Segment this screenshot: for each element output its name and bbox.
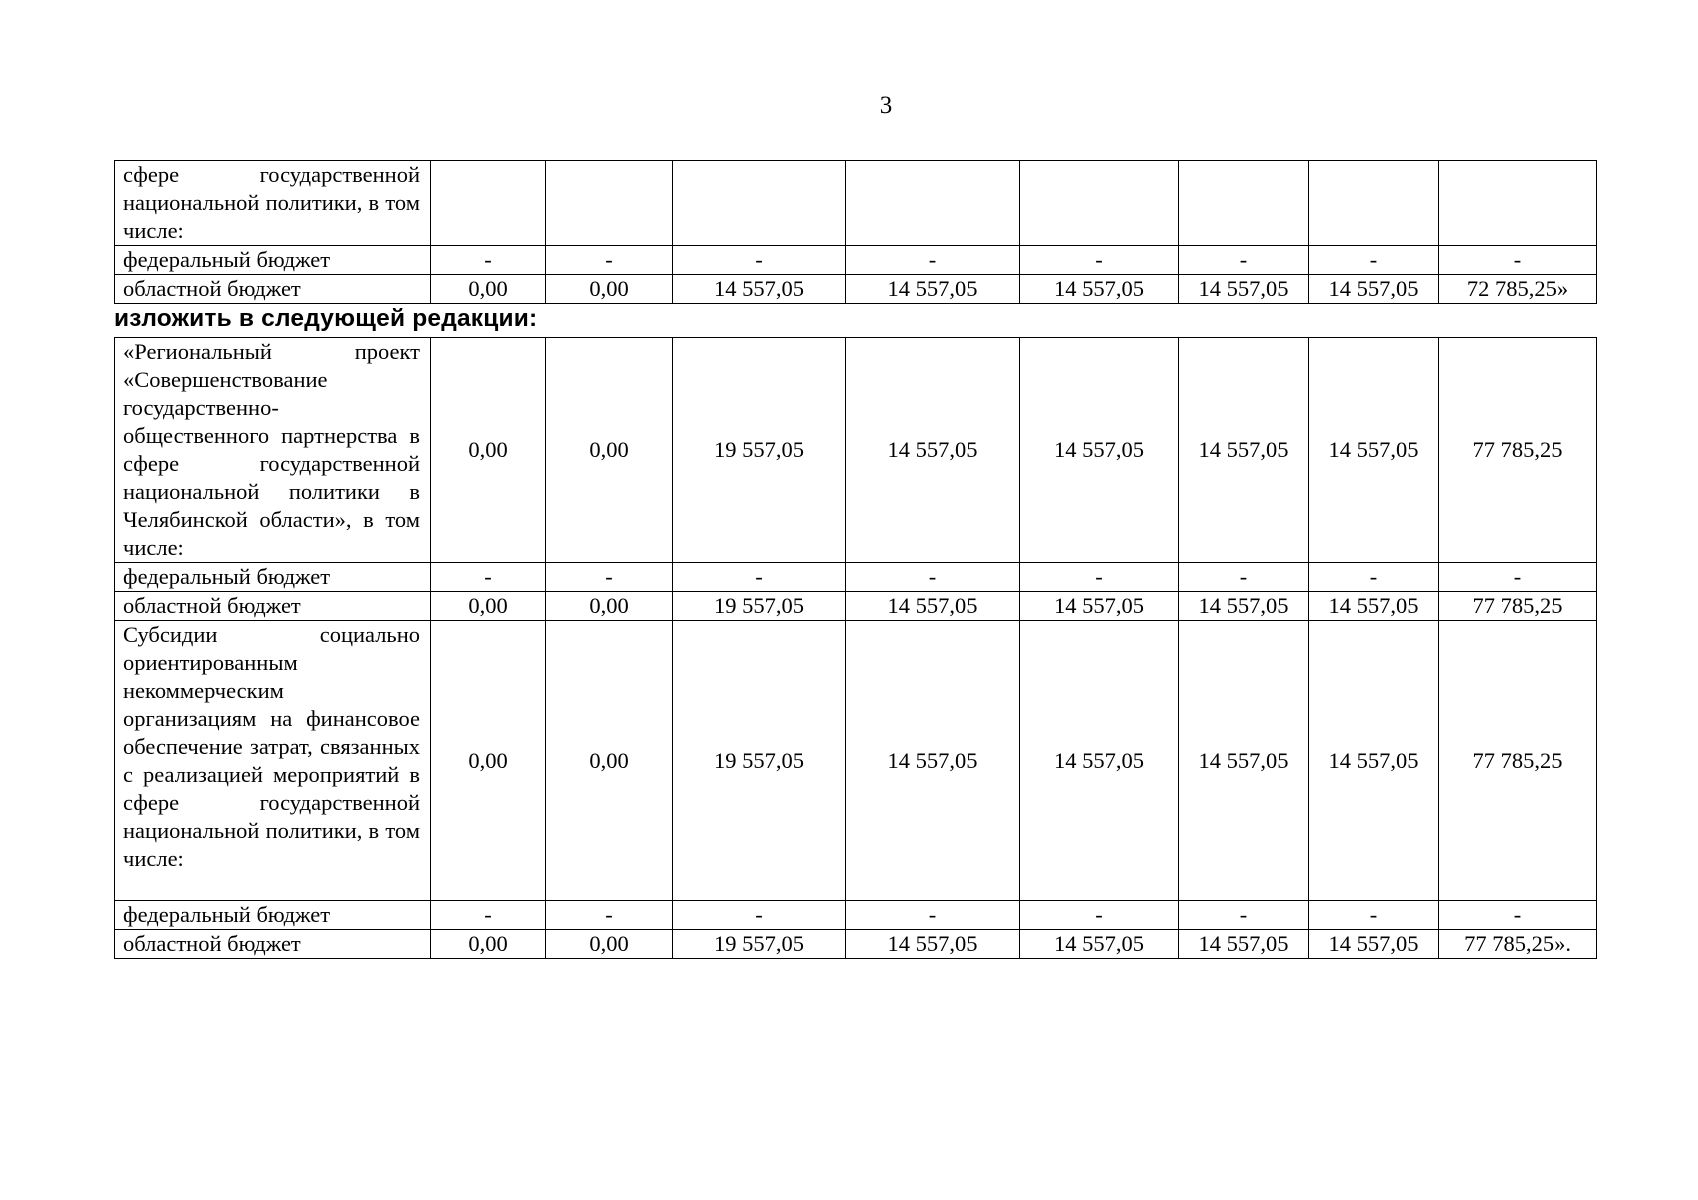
value-cell: - bbox=[1309, 563, 1439, 592]
value-cell bbox=[673, 161, 846, 246]
value-cell: 19 557,05 bbox=[673, 592, 846, 621]
value-cell: 0,00 bbox=[431, 592, 546, 621]
value-cell: 0,00 bbox=[546, 275, 673, 304]
row-label: областной бюджет bbox=[115, 930, 431, 959]
value-cell: 14 557,05 bbox=[1309, 338, 1439, 563]
value-cell: - bbox=[431, 901, 546, 930]
value-cell: - bbox=[1179, 246, 1309, 275]
value-cell: - bbox=[431, 246, 546, 275]
value-cell: 14 557,05 bbox=[1020, 275, 1179, 304]
value-cell: 14 557,05 bbox=[1020, 930, 1179, 959]
row-label: федеральный бюджет bbox=[115, 901, 431, 930]
row-label: «Региональный проект «Совершенствование государственно-общественного партнерства в сфере государственной национальной политики в Челябинской области», в том числе: bbox=[115, 338, 431, 563]
row-label: областной бюджет bbox=[115, 592, 431, 621]
value-cell: 0,00 bbox=[431, 338, 546, 563]
value-cell: - bbox=[1179, 901, 1309, 930]
table-row bbox=[115, 901, 1597, 930]
value-cell: - bbox=[546, 901, 673, 930]
value-cell: - bbox=[846, 246, 1020, 275]
value-cell: - bbox=[546, 563, 673, 592]
value-cell: 19 557,05 bbox=[673, 621, 846, 901]
value-cell: - bbox=[1020, 563, 1179, 592]
table-row bbox=[115, 563, 1597, 592]
value-cell: 19 557,05 bbox=[673, 338, 846, 563]
value-cell: 14 557,05 bbox=[1309, 930, 1439, 959]
value-cell: 14 557,05 bbox=[846, 592, 1020, 621]
value-cell: 14 557,05 bbox=[1020, 592, 1179, 621]
value-cell: 19 557,05 bbox=[673, 930, 846, 959]
value-cell: 0,00 bbox=[546, 338, 673, 563]
value-cell: 14 557,05 bbox=[1179, 338, 1309, 563]
budget-table-old bbox=[114, 160, 1597, 304]
value-cell: 14 557,05 bbox=[1309, 592, 1439, 621]
value-cell: 14 557,05 bbox=[1179, 621, 1309, 901]
value-cell: - bbox=[1179, 563, 1309, 592]
value-cell bbox=[431, 161, 546, 246]
table-row bbox=[115, 592, 1597, 621]
value-cell: 14 557,05 bbox=[1309, 621, 1439, 901]
value-cell: - bbox=[431, 563, 546, 592]
amendment-caption: изложить в следующей редакции: bbox=[114, 305, 538, 332]
value-cell: 14 557,05 bbox=[673, 275, 846, 304]
value-cell: 0,00 bbox=[546, 621, 673, 901]
value-cell: - bbox=[846, 563, 1020, 592]
value-cell: 14 557,05 bbox=[846, 930, 1020, 959]
value-cell: 14 557,05 bbox=[1020, 621, 1179, 901]
value-cell: - bbox=[1020, 246, 1179, 275]
value-cell: - bbox=[546, 246, 673, 275]
value-cell: - bbox=[1439, 901, 1597, 930]
value-cell: - bbox=[673, 901, 846, 930]
table-row bbox=[115, 246, 1597, 275]
value-cell: 14 557,05 bbox=[1179, 930, 1309, 959]
value-cell: 77 785,25 bbox=[1439, 338, 1597, 563]
row-label: Субсидии социально ориентированным некоммерческим организациям на финансовое обеспечение затрат, связанных с реализацией мероприятий в сфере государственной национальной политики, в том числе: bbox=[115, 621, 431, 901]
value-cell: 77 785,25 bbox=[1439, 592, 1597, 621]
value-cell: 77 785,25 bbox=[1439, 621, 1597, 901]
row-label: сфере государственной национальной политики, в том числе: bbox=[115, 161, 431, 246]
value-cell: 14 557,05 bbox=[846, 338, 1020, 563]
value-cell: - bbox=[846, 901, 1020, 930]
value-cell: 77 785,25». bbox=[1439, 930, 1597, 959]
table-row bbox=[115, 275, 1597, 304]
value-cell: - bbox=[673, 246, 846, 275]
row-label: областной бюджет bbox=[115, 275, 431, 304]
value-cell: 14 557,05 bbox=[846, 621, 1020, 901]
row-label: федеральный бюджет bbox=[115, 246, 431, 275]
value-cell: - bbox=[1309, 901, 1439, 930]
value-cell bbox=[546, 161, 673, 246]
budget-table-new bbox=[114, 337, 1597, 959]
page-number: 3 bbox=[879, 92, 893, 119]
table-row bbox=[115, 161, 1597, 246]
table-row bbox=[115, 621, 1597, 901]
value-cell: 0,00 bbox=[431, 275, 546, 304]
value-cell bbox=[1309, 161, 1439, 246]
value-cell: 0,00 bbox=[431, 930, 546, 959]
value-cell bbox=[846, 161, 1020, 246]
value-cell: 0,00 bbox=[546, 592, 673, 621]
value-cell: 14 557,05 bbox=[846, 275, 1020, 304]
value-cell bbox=[1179, 161, 1309, 246]
row-label: федеральный бюджет bbox=[115, 563, 431, 592]
value-cell: - bbox=[673, 563, 846, 592]
value-cell: - bbox=[1439, 563, 1597, 592]
value-cell: - bbox=[1309, 246, 1439, 275]
table-row bbox=[115, 338, 1597, 563]
value-cell: 14 557,05 bbox=[1020, 338, 1179, 563]
value-cell bbox=[1439, 161, 1597, 246]
value-cell: 14 557,05 bbox=[1179, 275, 1309, 304]
value-cell: - bbox=[1020, 901, 1179, 930]
value-cell: 14 557,05 bbox=[1179, 592, 1309, 621]
value-cell: 14 557,05 bbox=[1309, 275, 1439, 304]
value-cell: 0,00 bbox=[431, 621, 546, 901]
table-row bbox=[115, 930, 1597, 959]
value-cell: - bbox=[1439, 246, 1597, 275]
value-cell: 72 785,25» bbox=[1439, 275, 1597, 304]
value-cell bbox=[1020, 161, 1179, 246]
value-cell: 0,00 bbox=[546, 930, 673, 959]
